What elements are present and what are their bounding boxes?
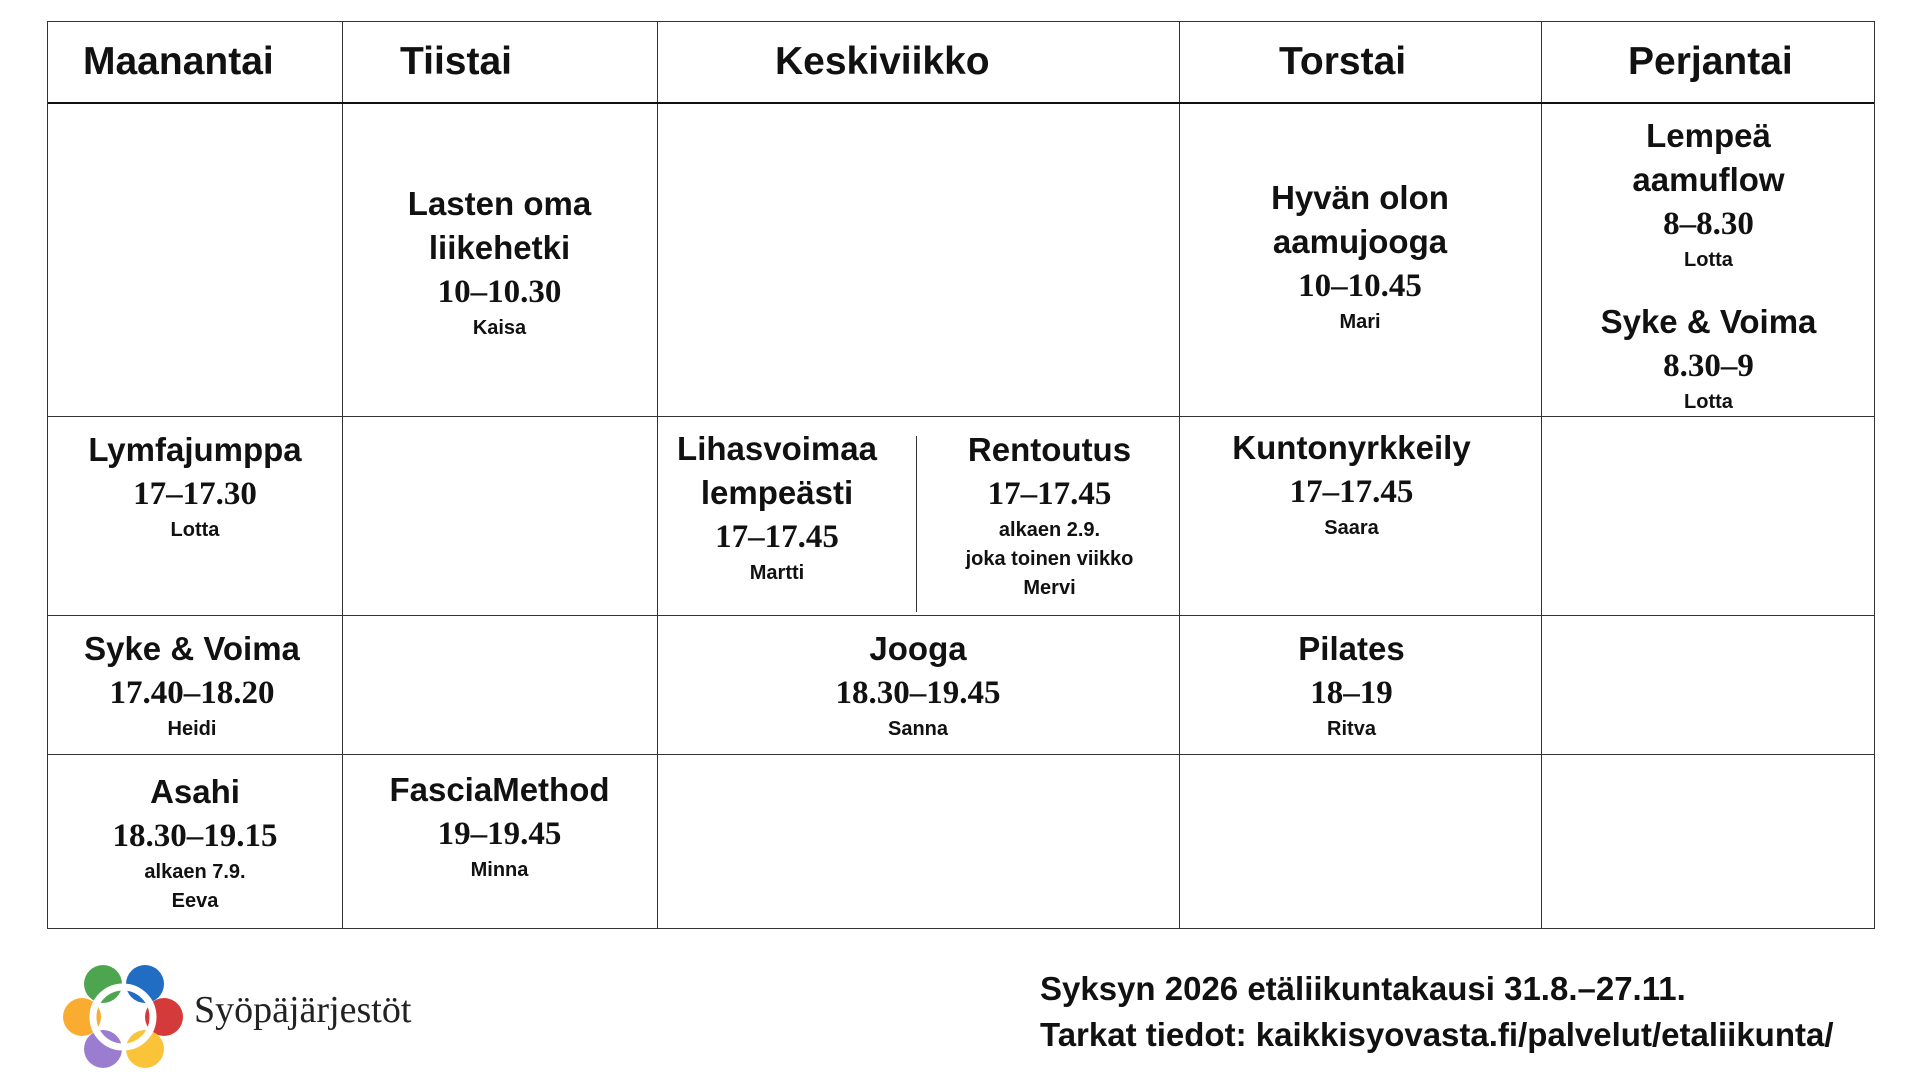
class-note: alkaen 2.9. xyxy=(998,519,1101,541)
class-note: joka toinen viikko xyxy=(965,548,1134,570)
class-name: aamuflow xyxy=(1632,161,1785,198)
class-name: Kuntonyrkkeily xyxy=(1232,429,1471,466)
class-teacher: Lotta xyxy=(1684,391,1733,413)
class-teacher: Lotta xyxy=(1684,249,1733,271)
class-thu-kunto xyxy=(1179,426,1524,542)
class-name: Asahi xyxy=(150,773,240,810)
day-header-monday: Maanantai xyxy=(83,40,274,83)
class-tue-fascia xyxy=(342,768,657,884)
class-time: 18.30–19.15 xyxy=(112,818,278,854)
day-header-friday: Perjantai xyxy=(1628,40,1793,83)
class-name: Lasten oma xyxy=(407,185,592,222)
class-time: 10–10.45 xyxy=(1298,268,1422,304)
class-time: 17.40–18.20 xyxy=(109,675,275,711)
class-name: aamujooga xyxy=(1272,223,1448,260)
class-name: FasciaMethod xyxy=(389,771,610,808)
footer-link[interactable]: Tarkat tiedot: kaikkisyovasta.fi/palvelut/etaliikunta/ xyxy=(1040,1016,1834,1053)
class-time: 17–17.45 xyxy=(987,476,1112,512)
row-divider xyxy=(48,754,1874,755)
class-time: 10–10.30 xyxy=(437,274,562,310)
row-divider xyxy=(48,416,1874,417)
class-teacher: Ritva xyxy=(1327,718,1376,740)
class-time: 19–19.45 xyxy=(437,816,562,852)
class-wed-lihas xyxy=(657,427,897,587)
class-thu-morning xyxy=(1179,176,1541,336)
class-time: 17–17.30 xyxy=(133,476,257,512)
class-mon-asahi xyxy=(48,770,342,915)
class-teacher: Mervi xyxy=(1023,577,1076,599)
class-tue-morning xyxy=(342,182,657,342)
class-teacher: Minna xyxy=(470,859,529,881)
class-name: Pilates xyxy=(1298,630,1405,667)
schedule-table xyxy=(47,21,1875,929)
class-name: Syke & Voima xyxy=(84,630,300,667)
class-wed-jooga xyxy=(657,627,1179,743)
class-time: 8–8.30 xyxy=(1663,206,1754,242)
class-name: Lihasvoimaa xyxy=(677,430,877,467)
class-name: Lymfajumppa xyxy=(88,431,302,468)
class-mon-lymfa xyxy=(48,428,342,544)
class-teacher: Mari xyxy=(1339,311,1381,333)
class-teacher: Sanna xyxy=(887,718,949,740)
class-name: Lempeä xyxy=(1646,117,1771,154)
class-teacher: Kaisa xyxy=(472,317,527,339)
syopajarjestot-logo-icon xyxy=(63,960,183,1070)
footer-season: Syksyn 2026 etäliikuntakausi 31.8.–27.11. xyxy=(1040,970,1686,1007)
class-teacher: Martti xyxy=(749,562,805,584)
class-note: alkaen 7.9. xyxy=(144,861,246,883)
class-name: liikehetki xyxy=(428,229,571,266)
class-time: 18–19 xyxy=(1310,675,1393,711)
class-time: 17–17.45 xyxy=(1289,474,1414,510)
class-name: Rentoutus xyxy=(967,431,1132,468)
class-wed-rentoutus xyxy=(920,428,1179,602)
class-time: 8.30–9 xyxy=(1663,348,1754,384)
class-mon-syke xyxy=(48,627,336,743)
class-teacher: Lotta xyxy=(170,519,220,541)
class-thu-pilates xyxy=(1179,627,1524,743)
class-time: 17–17.45 xyxy=(715,519,839,555)
class-fri-morning xyxy=(1541,114,1876,416)
header-divider xyxy=(48,102,1874,104)
class-name: Jooga xyxy=(869,630,967,667)
class-teacher: Heidi xyxy=(167,718,217,740)
footer-info xyxy=(1040,966,1834,1058)
class-time: 18.30–19.45 xyxy=(835,675,1001,711)
logo-ring xyxy=(93,987,153,1047)
logo-text: Syöpäjärjestöt xyxy=(194,989,412,1031)
class-name: Syke & Voima xyxy=(1600,303,1817,340)
row-divider xyxy=(48,615,1874,616)
class-teacher: Eeva xyxy=(171,890,219,912)
class-divider xyxy=(916,436,917,612)
day-header-thursday: Torstai xyxy=(1279,40,1407,83)
day-header-tuesday: Tiistai xyxy=(400,40,512,83)
class-teacher: Saara xyxy=(1324,517,1379,539)
class-name: Hyvän olon xyxy=(1271,179,1449,216)
class-name: lempeästi xyxy=(700,474,854,511)
day-header-wednesday: Keskiviikko xyxy=(775,40,990,83)
